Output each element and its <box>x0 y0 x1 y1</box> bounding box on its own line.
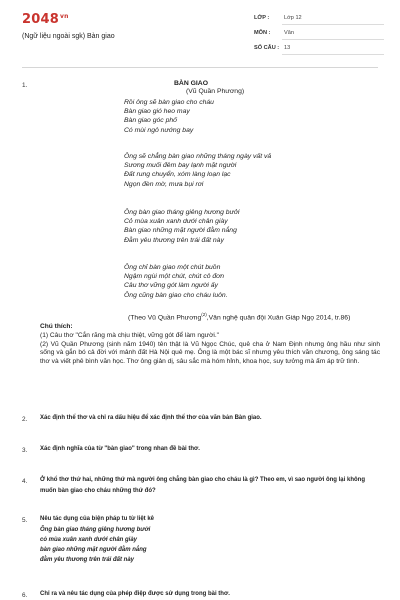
quote-line: đằm yêu thương trên trái đất này <box>40 557 134 563</box>
meta-label: MÔN : <box>254 30 271 36</box>
verse-line: Ngậm ngùi một chút, chút cô đơn <box>124 273 225 281</box>
page-subtitle: (Ngữ liệu ngoài sgk) Bàn giao <box>22 33 115 40</box>
verse-line: Đất rung chuyển, xóm làng loạn lạc <box>124 171 231 179</box>
meta-label: LỚP : <box>254 15 270 21</box>
meta-value: Lớp 12 <box>284 15 302 21</box>
meta-label: SỐ CÂU : <box>254 45 280 51</box>
verse-line: Bàn giao những mặt người đằm nắng <box>124 227 237 235</box>
question-number: 6. <box>22 592 28 599</box>
question-2: Xác định thể thơ và chỉ ra dấu hiệu để xác định thể thơ của văn bản Bàn giao. <box>40 415 262 421</box>
verse-line: Ông sẽ chẳng bàn giao những tháng ngày vất vả <box>124 153 272 160</box>
source-footnote-ref: (2) <box>201 312 207 317</box>
question-6: Chỉ ra và nêu tác dụng của phép điệp được sử dụng trong bài thơ. <box>40 591 230 597</box>
meta-info <box>254 12 384 57</box>
notes-heading: Chú thích: <box>40 323 73 330</box>
poem-title: BÀN GIAO <box>174 80 208 87</box>
meta-value: 13 <box>284 45 291 51</box>
header-divider <box>22 67 378 68</box>
meta-count <box>254 42 384 57</box>
verse-line: Có mùi ngô nướng bay <box>124 126 194 134</box>
verse-line: Bàn giao gió heo may <box>124 108 190 116</box>
question-5-text: Nêu tác dụng của biện pháp tu từ liệt kê <box>40 516 155 522</box>
question-number: 4. <box>22 478 28 485</box>
meta-subject <box>254 27 384 42</box>
stanza-3 <box>124 208 239 245</box>
meta-class <box>254 12 384 27</box>
meta-value: Văn <box>284 30 294 36</box>
stanza-2 <box>124 152 271 189</box>
question-number: 5. <box>22 517 28 524</box>
question-3: Xác định nghĩa của từ "bàn giao" trong nhan đề bài thơ. <box>40 446 200 452</box>
site-logo[interactable] <box>22 12 69 27</box>
verse-line: Đằm yêu thương trên trái đất này <box>124 236 224 244</box>
header <box>0 0 400 66</box>
stanza-1 <box>124 98 214 135</box>
notes <box>40 323 380 367</box>
logo-main: 2048 <box>22 12 59 27</box>
verse-line: Bàn giao góc phố <box>124 117 177 125</box>
verse-line: Ngọn đèn mờ, mưa bụi rơi <box>124 180 204 188</box>
question-4: Ở khổ thơ thứ hai, những thứ mà người ông chẳng bàn giao cho cháu là gì? Theo em, vì sao người ông lại không muốn bàn giao cho cháu những thứ đó? <box>40 477 365 494</box>
verse-line: Sương muối đêm bay lạnh mặt người <box>124 162 237 170</box>
question-number: 3. <box>22 447 28 454</box>
verse-line: Ông cũng bàn giao cho cháu luôn. <box>124 291 228 299</box>
question-number: 2. <box>22 416 28 423</box>
quote-line: bàn giao những mặt người đằm nắng <box>40 547 147 553</box>
question-5 <box>40 514 378 565</box>
source-part: ,Văn nghệ quân đội Xuân Giáp Ngọ 2014, tr.86) <box>206 314 351 322</box>
verse-line: Cỏ mùa xuân xanh dưới chân giày <box>124 218 228 226</box>
quote-line: Ông bàn giao tháng giêng hương bưởi <box>40 527 151 533</box>
poem-source <box>128 312 350 321</box>
source-part: (Theo Vũ Quần Phương <box>128 314 202 322</box>
verse-line: Câu thơ vững gót làm người ấy <box>124 282 218 290</box>
verse-line: Ông bàn giao tháng giêng hương bưởi <box>124 209 240 216</box>
logo-suffix: vn <box>59 12 69 20</box>
note-2: (2) Vũ Quần Phương (sinh năm 1940) tên thật là Vũ Ngọc Chúc, quê cha ở Nam Định nhưng ông hầu như sinh sống và gắn bó cả đời với mảnh đất Hà Nội quê mẹ. Ông là một bác sĩ nhưng yêu thích văn chương, ông sáng tác thơ và viết phê bình văn học. Thơ ông giản dị, sâu sắc mà hóm hỉnh, khoa học, suy tưởng mà ấm áp trữ tình. <box>40 340 380 366</box>
stanza-4 <box>124 263 228 300</box>
quote-line: cỏ mùa xuân xanh dưới chân giày <box>40 537 138 543</box>
item-number: 1. <box>22 82 28 89</box>
note-1: (1) Câu thơ "Cắn răng mà chịu thiệt, vững gót để làm người." <box>40 331 220 339</box>
verse-line: Rồi ông sẽ bàn giao cho cháu <box>124 99 214 106</box>
verse-line: Ông chỉ bàn giao một chút buồn <box>124 264 221 271</box>
poem-author: (Vũ Quần Phương) <box>186 88 245 95</box>
